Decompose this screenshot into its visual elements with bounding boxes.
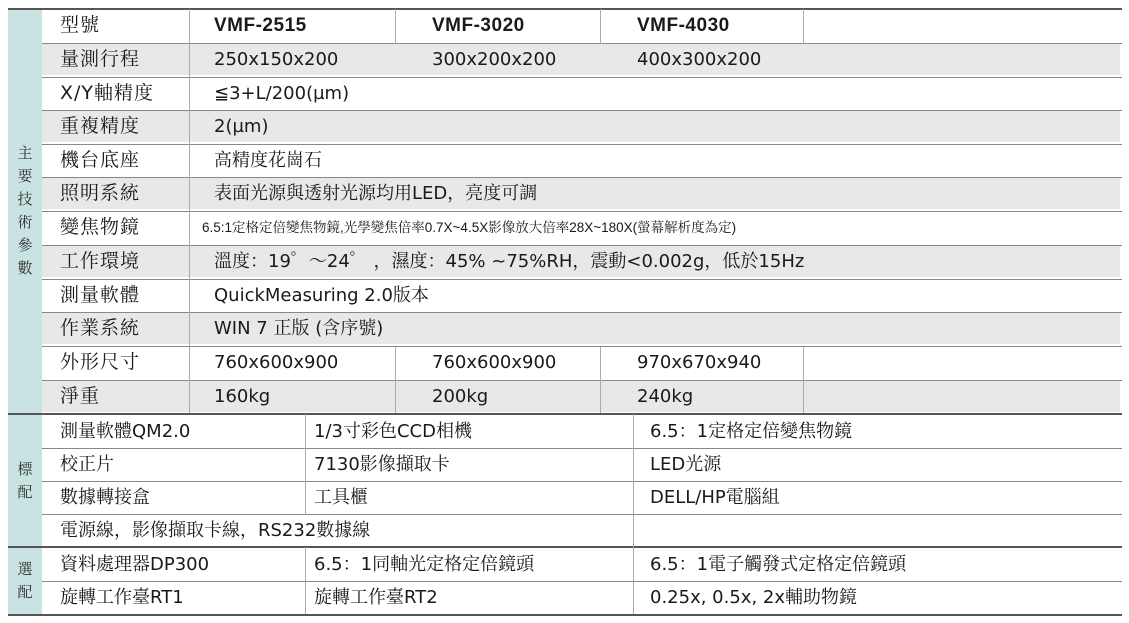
optional-row	[42, 582, 1120, 613]
row-label: 外形尺寸	[60, 351, 141, 373]
section-char: 參	[17, 236, 33, 254]
model-vmf-4030: VMF-4030	[637, 15, 730, 36]
row-label: 變焦物鏡	[60, 216, 141, 238]
value: 測量軟體QM2.0	[60, 421, 191, 442]
value: 970x670x940	[637, 352, 762, 373]
spec-row-lens	[42, 212, 1120, 243]
table-top-border	[8, 8, 1122, 10]
value: LED光源	[650, 454, 722, 475]
value: 表面光源與透射光源均用LED，亮度可調	[214, 183, 538, 204]
row-label: 機台底座	[60, 149, 141, 171]
value: 電源線，影像擷取卡線，RS232數據線	[60, 520, 371, 541]
value: 6.5：1定格定倍變焦物鏡	[650, 421, 853, 442]
spec-row-xy-accuracy	[42, 78, 1120, 109]
col-divider	[305, 547, 306, 614]
value: 400x300x200	[637, 49, 762, 70]
value: 6.5:1定格定倍變焦物鏡,光學變焦倍率0.7X~4.5X影像放大倍率28X~180X(螢幕解析度為定)	[202, 220, 737, 235]
main-spec-section-label	[8, 9, 42, 413]
spec-row-environment	[42, 246, 1120, 277]
col-divider	[633, 414, 634, 614]
standard-section-label	[8, 415, 42, 546]
value: 資料處理器DP300	[60, 554, 210, 575]
value: 旋轉工作臺RT2	[314, 587, 438, 608]
row-divider	[42, 279, 1122, 280]
section-char: 選	[17, 560, 33, 578]
row-divider	[42, 448, 1122, 449]
spec-row-weight	[42, 381, 1120, 412]
section-char: 要	[17, 167, 33, 185]
optional-section-label	[8, 548, 42, 614]
value: 160kg	[214, 386, 271, 407]
spec-row-repeatability	[42, 111, 1120, 142]
col-divider	[803, 347, 804, 413]
section-char: 主	[17, 144, 33, 162]
row-label: 測量軟體	[60, 284, 141, 306]
row-label: 照明系統	[60, 182, 141, 204]
spec-row-travel	[42, 44, 1120, 75]
value: 溫度：19゜～24゜ ，濕度：45% ~75%RH，震動<0.002g，低於15Hz	[214, 251, 805, 272]
section-char: 技	[17, 190, 33, 208]
row-divider	[42, 346, 1122, 347]
value: 高精度花崗石	[214, 150, 322, 171]
optional-row	[42, 549, 1120, 580]
value: 300x200x200	[432, 49, 557, 70]
col-divider	[395, 9, 396, 44]
row-divider	[42, 77, 1122, 78]
model-vmf-3020: VMF-3020	[432, 15, 525, 36]
standard-row	[42, 449, 1120, 480]
row-divider	[42, 380, 1122, 381]
row-label: 量測行程	[60, 48, 141, 70]
value: 7130影像擷取卡	[314, 454, 450, 475]
spec-row-software	[42, 280, 1120, 311]
section-divider	[8, 413, 1122, 415]
row-divider	[42, 144, 1122, 145]
row-label: 淨重	[60, 385, 101, 407]
row-divider	[42, 177, 1122, 178]
row-divider	[42, 514, 1122, 515]
value: 1/3寸彩色CCD相機	[314, 421, 472, 442]
row-label: 重複精度	[60, 115, 141, 137]
value: 240kg	[637, 386, 694, 407]
value: 數據轉接盒	[60, 487, 150, 508]
section-char: 標	[17, 459, 33, 478]
value: 200kg	[432, 386, 489, 407]
value: DELL/HP電腦組	[650, 487, 780, 508]
row-divider	[42, 581, 1122, 582]
value: 2(µm)	[214, 116, 269, 137]
row-label: 型號	[60, 14, 101, 36]
value: 0.25x, 0.5x, 2x輔助物鏡	[650, 587, 857, 608]
value: 6.5：1同軸光定格定倍鏡頭	[314, 554, 535, 575]
value: 6.5：1電子觸發式定格定倍鏡頭	[650, 554, 907, 575]
col-divider	[395, 347, 396, 413]
row-divider	[42, 312, 1122, 313]
value: ≦3+L/200(µm)	[214, 83, 350, 104]
standard-row	[42, 515, 1120, 546]
value: 校正片	[60, 454, 114, 475]
table-bottom-border	[8, 614, 1122, 616]
value: 760x600x900	[214, 352, 339, 373]
value: 旋轉工作臺RT1	[60, 587, 184, 608]
section-char: 數	[17, 259, 33, 277]
section-char: 配	[17, 583, 33, 601]
col-divider	[189, 9, 190, 413]
value: 760x600x900	[432, 352, 557, 373]
row-divider	[42, 245, 1122, 246]
col-divider	[600, 347, 601, 413]
value: WIN 7 正版 (含序號)	[214, 318, 384, 339]
standard-row	[42, 416, 1120, 447]
col-divider	[305, 414, 306, 515]
value: QuickMeasuring 2.0版本	[214, 285, 429, 306]
spec-row-model	[42, 10, 1120, 41]
section-char: 術	[17, 213, 33, 231]
spec-row-dimensions	[42, 347, 1120, 378]
value: 工具櫃	[314, 487, 368, 508]
row-label: 工作環境	[60, 250, 141, 272]
row-divider	[42, 481, 1122, 482]
section-char: 配	[17, 482, 33, 501]
model-vmf-2515: VMF-2515	[214, 15, 307, 36]
standard-row	[42, 482, 1120, 513]
spec-row-base	[42, 145, 1120, 176]
value: 250x150x200	[214, 49, 339, 70]
col-divider	[803, 9, 804, 44]
spec-row-lighting	[42, 178, 1120, 209]
col-divider	[600, 9, 601, 44]
row-label: X/Y軸精度	[60, 82, 155, 104]
section-divider	[8, 546, 1122, 548]
row-divider	[42, 110, 1122, 111]
row-divider	[42, 43, 1122, 44]
row-divider	[42, 211, 1122, 212]
row-label: 作業系統	[60, 317, 141, 339]
spec-row-os	[42, 313, 1120, 344]
